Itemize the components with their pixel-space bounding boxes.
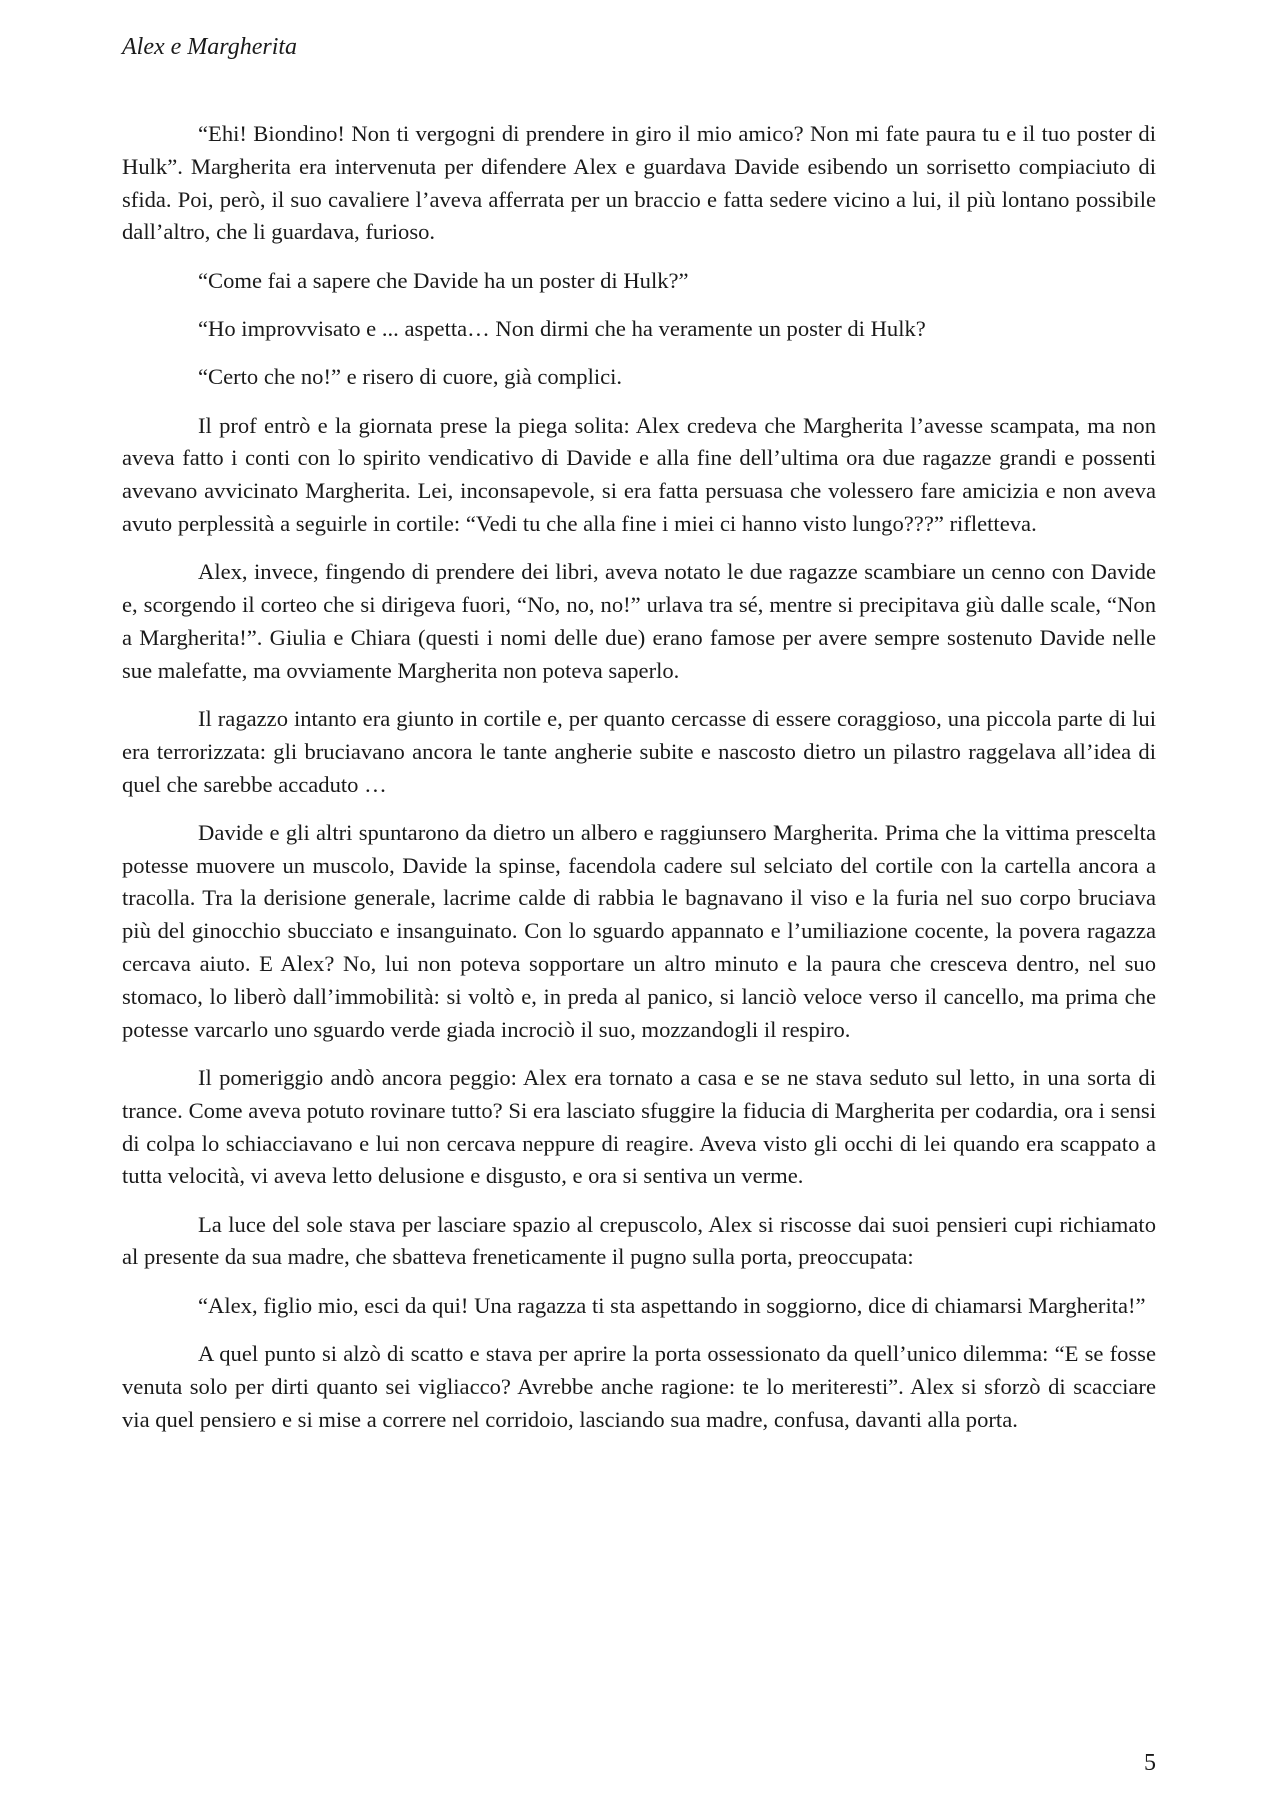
paragraph-12: A quel punto si alzò di scatto e stava per aprire la porta ossessionato da quell’unico dilemma: “E se fosse venuta solo per dirti quanto sei vigliacco? Avrebbe anche ragione: te lo meriteresti”. Alex si sforzò di scacciare via quel pensiero e si mise a correre nel corridoio, lasciando sua madre, confusa, davanti alla porta. — [122, 1341, 1156, 1432]
paragraph-11: “Alex, figlio mio, esci da qui! Una ragazza ti sta aspettando in soggiorno, dice di chiamarsi Margherita!” — [198, 1292, 1146, 1318]
page-body — [122, 118, 1156, 1452]
paragraph-9: Il pomeriggio andò ancora peggio: Alex era tornato a casa e se ne stava seduto sul letto, in una sorta di trance. Come aveva potuto rovinare tutto? Si era lasciato sfuggire la fiducia di Margherita per codardia, ora i sensi di colpa lo schiacciavano e lui non cercava neppure di reagire. Aveva visto gli occhi di lei quando era scappato a tutta velocità, vi aveva letto delusione e disgusto, e ora si sentiva un verme. — [122, 1064, 1156, 1189]
running-header: Alex e Margherita — [122, 34, 298, 60]
paragraph-4: “Certo che no!” e risero di cuore, già complici. — [198, 364, 623, 390]
paragraph-2: “Come fai a sapere che Davide ha un poster di Hulk?” — [198, 267, 689, 293]
page-number: 5 — [1144, 1750, 1156, 1776]
paragraph-5: Il prof entrò e la giornata prese la piega solita: Alex credeva che Margherita l’avesse scampata, ma non aveva fatto i conti con lo spirito vendicativo di Davide e alla fine dell’ultima ora due ragazze grandi e possenti avevano avvicinato Margherita. Lei, inconsapevole, si era fatta persuasa che volessero fare amicizia e non aveva avuto perplessità a seguirle in cortile: “Vedi tu che alla fine i miei ci hanno visto lungo???” rifletteva. — [122, 412, 1156, 536]
paragraph-8: Davide e gli altri spuntarono da dietro un albero e raggiunsero Margherita. Prima che la vittima prescelta potesse muovere un muscolo, Davide la spinse, facendola cadere sul selciato del cortile con la cartella ancora a tracolla. Tra la derisione generale, lacrime calde di rabbia le bagnavano il viso e la furia nel suo corpo bruciava più del ginocchio sbucciato e insanguinato. Con lo sguardo appannato e l’umiliazione cocente, la povera ragazza cercava aiuto. E Alex? No, lui non poteva sopportare un altro minuto e la paura che cresceva dentro, nel suo stomaco, lo liberò dall’immobilità: si voltò e, in preda al panico, si lanciò veloce verso il cancello, ma prima che potesse varcarlo uno sguardo verde giada incrociò il suo, mozzandogli il respiro. — [122, 819, 1156, 1042]
paragraph-1: “Ehi! Biondino! Non ti vergogni di prendere in giro il mio amico? Non mi fate paura tu e il tuo poster di Hulk”. Margherita era intervenuta per difendere Alex e guardava Davide esibendo un sorrisetto compiaciuto di sfida. Poi, però, il suo cavaliere l’aveva afferrata per un braccio e fatta sedere vicino a lui, il più lontano possibile dall’altro, che li guardava, furioso. — [122, 121, 1156, 245]
paragraph-7: Il ragazzo intanto era giunto in cortile e, per quanto cercasse di essere coraggioso, una piccola parte di lui era terrorizzata: gli bruciavano ancora le tante angherie subite e nascosto dietro un pilastro raggelava all’idea di quel che sarebbe accaduto … — [122, 705, 1156, 797]
paragraph-3: “Ho improvvisato e ... aspetta… Non dirmi che ha veramente un poster di Hulk? — [198, 315, 926, 341]
paragraph-6: Alex, invece, fingendo di prendere dei libri, aveva notato le due ragazze scambiare un cenno con Davide e, scorgendo il corteo che si dirigeva fuori, “No, no, no!” urlava tra sé, mentre si precipitava giù dalle scale, “Non a Margherita!”. Giulia e Chiara (questi i nomi delle due) erano famose per avere sempre sostenuto Davide nelle sue malefatte, ma ovviamente Margherita non poteva saperlo. — [122, 559, 1156, 683]
paragraph-10: La luce del sole stava per lasciare spazio al crepuscolo, Alex si riscosse dai suoi pensieri cupi richiamato al presente da sua madre, che sbatteva freneticamente il pugno sulla porta, preoccupata: — [122, 1211, 1156, 1270]
